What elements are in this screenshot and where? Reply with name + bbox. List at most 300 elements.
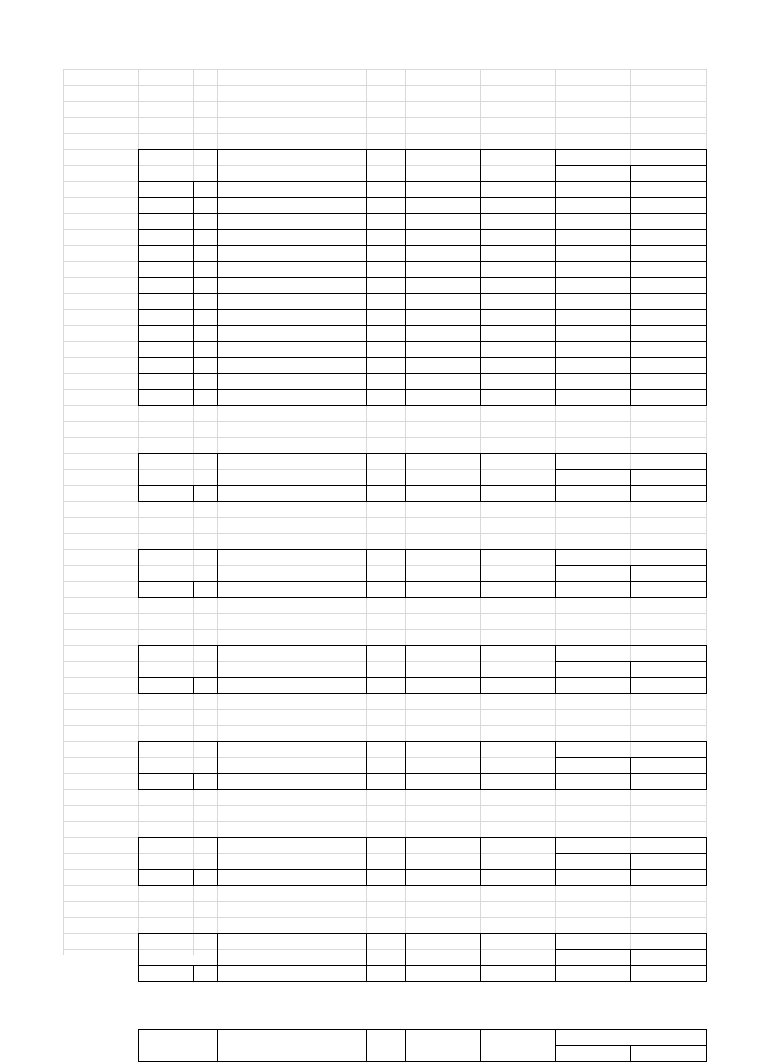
column-header-saldo[interactable] — [555, 549, 706, 565]
table-border — [217, 933, 218, 965]
ledger-cell-keterangan[interactable] — [217, 181, 366, 197]
account-ref[interactable] — [555, 437, 706, 453]
ledger-cell-keterangan[interactable] — [217, 373, 366, 389]
ledger-cell-saldo-kredit[interactable] — [630, 965, 706, 981]
table-border — [138, 549, 707, 550]
ledger-cell-kredit[interactable] — [480, 965, 555, 981]
ledger-cell-tgl[interactable] — [193, 677, 217, 693]
column-header-saldo[interactable] — [555, 741, 706, 757]
column-header-ref[interactable] — [366, 741, 405, 757]
column-header-tanggal[interactable] — [138, 149, 217, 165]
ledger-cell-ref[interactable] — [366, 277, 405, 293]
column-header-saldo-kredit[interactable] — [630, 661, 706, 677]
column-header-kredit[interactable] — [480, 1029, 555, 1045]
ledger-cell-debit[interactable] — [405, 213, 480, 229]
ledger-cell-kredit[interactable] — [480, 677, 555, 693]
column-header-kredit[interactable] — [480, 837, 555, 853]
ledger-cell-saldo-kredit[interactable] — [630, 277, 706, 293]
ledger-cell-saldo-debit[interactable] — [555, 869, 630, 885]
ledger-cell-tanggal[interactable] — [138, 197, 193, 213]
ledger-cell-keterangan[interactable] — [217, 341, 366, 357]
column-header-tanggal[interactable] — [138, 453, 217, 469]
report-title[interactable] — [366, 85, 555, 101]
ledger-cell-tanggal[interactable] — [138, 213, 193, 229]
ledger-cell-saldo-debit[interactable] — [555, 485, 630, 501]
ledger-cell-saldo-kredit[interactable] — [630, 357, 706, 373]
table-border — [555, 853, 707, 854]
column-header-saldo[interactable] — [555, 645, 706, 661]
column-header-tanggal[interactable] — [138, 645, 217, 661]
table-border — [480, 645, 481, 677]
table-border — [630, 677, 631, 693]
column-header-tanggal[interactable] — [138, 741, 217, 757]
ledger-cell-tanggal[interactable] — [138, 309, 193, 325]
column-header-kredit[interactable] — [480, 645, 555, 661]
ledger-cell-tgl[interactable] — [193, 485, 217, 501]
table-border — [138, 373, 707, 374]
column-header-saldo-kredit[interactable] — [630, 469, 706, 485]
ledger-cell-keterangan[interactable] — [217, 277, 366, 293]
column-header-saldo[interactable] — [555, 453, 706, 469]
ledger-cell-tgl[interactable] — [193, 197, 217, 213]
column-header-saldo-kredit[interactable] — [630, 757, 706, 773]
account-title[interactable] — [138, 133, 555, 149]
ledger-cell-debit[interactable] — [405, 229, 480, 245]
column-header-kredit[interactable] — [480, 453, 555, 469]
table-border — [555, 773, 556, 789]
ledger-cell-ref[interactable] — [366, 181, 405, 197]
table-border — [555, 965, 556, 981]
table-border — [706, 645, 707, 677]
table-border — [138, 741, 707, 742]
column-header-saldo-debit[interactable] — [555, 1045, 630, 1061]
table-border — [706, 869, 707, 885]
ledger-cell-debit[interactable] — [405, 965, 480, 981]
ledger-cell-saldo-debit[interactable] — [555, 389, 630, 405]
table-border — [480, 1029, 481, 1061]
table-border — [138, 741, 139, 773]
table-border — [706, 837, 707, 869]
ledger-cell-keterangan[interactable] — [217, 869, 366, 885]
table-border — [217, 645, 218, 677]
account-title[interactable] — [138, 725, 555, 741]
ledger-cell-tanggal[interactable] — [138, 325, 193, 341]
ledger-cell-saldo-kredit[interactable] — [630, 677, 706, 693]
ledger-cell-saldo-kredit[interactable] — [630, 773, 706, 789]
account-title[interactable] — [138, 1013, 555, 1029]
ledger-cell-saldo-kredit[interactable] — [630, 869, 706, 885]
ledger-cell-debit[interactable] — [405, 485, 480, 501]
ledger-cell-tanggal[interactable] — [138, 181, 193, 197]
ledger-cell-debit[interactable] — [405, 309, 480, 325]
column-header-debit[interactable] — [405, 645, 480, 661]
table-border — [217, 837, 218, 869]
ledger-cell-saldo-debit[interactable] — [555, 325, 630, 341]
ledger-cell-kredit[interactable] — [480, 245, 555, 261]
ledger-cell-ref[interactable] — [366, 293, 405, 309]
column-header-saldo-debit[interactable] — [555, 165, 630, 181]
ledger-cell-saldo-kredit[interactable] — [630, 485, 706, 501]
ledger-cell-debit[interactable] — [405, 181, 480, 197]
ledger-cell-tgl[interactable] — [193, 229, 217, 245]
column-header-debit[interactable] — [405, 149, 480, 165]
ledger-cell-ref[interactable] — [366, 485, 405, 501]
ledger-cell-ref[interactable] — [366, 325, 405, 341]
ledger-cell-tgl[interactable] — [193, 373, 217, 389]
table-border — [405, 149, 406, 181]
ledger-cell-saldo-kredit[interactable] — [630, 293, 706, 309]
column-header-tanggal[interactable] — [138, 933, 217, 949]
ledger-cell-kredit[interactable] — [480, 181, 555, 197]
ledger-cell-tgl[interactable] — [193, 341, 217, 357]
account-ref[interactable] — [555, 821, 706, 837]
column-header-tanggal[interactable] — [138, 1029, 217, 1045]
account-ref[interactable] — [555, 629, 706, 645]
table-border — [480, 581, 481, 597]
ledger-cell-saldo-debit[interactable] — [555, 213, 630, 229]
ledger-cell-ref[interactable] — [366, 245, 405, 261]
ledger-cell-kredit[interactable] — [480, 229, 555, 245]
ledger-cell-ref[interactable] — [366, 341, 405, 357]
column-header-saldo-debit[interactable] — [555, 565, 630, 581]
table-border — [405, 965, 406, 981]
ledger-cell-debit[interactable] — [405, 389, 480, 405]
column-header-ref[interactable] — [366, 645, 405, 661]
table-border — [405, 933, 406, 965]
table-border — [480, 741, 481, 773]
table-border — [630, 469, 631, 485]
ledger-cell-ref[interactable] — [366, 261, 405, 277]
ledger-cell-keterangan[interactable] — [217, 965, 366, 981]
column-header-saldo[interactable] — [555, 837, 706, 853]
ledger-cell-saldo-kredit[interactable] — [630, 373, 706, 389]
table-border — [480, 453, 481, 485]
ledger-cell-ref[interactable] — [366, 229, 405, 245]
ledger-cell-kredit[interactable] — [480, 373, 555, 389]
ledger-cell-saldo-kredit[interactable] — [630, 213, 706, 229]
ledger-cell-keterangan[interactable] — [217, 245, 366, 261]
ledger-cell-kredit[interactable] — [480, 869, 555, 885]
ledger-cell-tanggal[interactable] — [138, 773, 193, 789]
ledger-cell-kredit[interactable] — [480, 773, 555, 789]
account-ref[interactable] — [555, 917, 706, 933]
ledger-cell-debit[interactable] — [405, 341, 480, 357]
ledger-cell-keterangan[interactable] — [217, 357, 366, 373]
table-border — [138, 389, 707, 390]
column-header-saldo-debit[interactable] — [555, 949, 630, 965]
ledger-cell-ref[interactable] — [366, 213, 405, 229]
ledger-cell-tanggal[interactable] — [138, 261, 193, 277]
ledger-cell-debit[interactable] — [405, 245, 480, 261]
ledger-cell-saldo-debit[interactable] — [555, 965, 630, 981]
column-header-saldo-kredit[interactable] — [630, 1045, 706, 1061]
ledger-cell-saldo-kredit[interactable] — [630, 197, 706, 213]
ledger-cell-saldo-debit[interactable] — [555, 293, 630, 309]
gridline-row — [63, 613, 707, 614]
table-border — [138, 837, 707, 838]
ledger-cell-tgl[interactable] — [193, 325, 217, 341]
ledger-cell-saldo-kredit[interactable] — [630, 309, 706, 325]
ledger-cell-kredit[interactable] — [480, 341, 555, 357]
ledger-cell-ref[interactable] — [366, 773, 405, 789]
column-header-kredit[interactable] — [480, 933, 555, 949]
column-header-ref[interactable] — [366, 453, 405, 469]
ledger-cell-kredit[interactable] — [480, 197, 555, 213]
table-border — [138, 885, 707, 886]
table-border — [217, 741, 218, 773]
table-border — [138, 261, 707, 262]
column-header-tanggal[interactable] — [138, 549, 217, 565]
table-border — [706, 549, 707, 581]
ledger-cell-tanggal[interactable] — [138, 485, 193, 501]
account-title[interactable] — [138, 629, 555, 645]
column-header-keterangan[interactable] — [217, 645, 366, 661]
ledger-cell-saldo-debit[interactable] — [555, 229, 630, 245]
table-border — [366, 645, 367, 677]
account-ref[interactable] — [555, 533, 706, 549]
table-border — [405, 581, 406, 597]
ledger-cell-debit[interactable] — [405, 773, 480, 789]
ledger-cell-keterangan[interactable] — [217, 197, 366, 213]
ledger-cell-tgl[interactable] — [193, 293, 217, 309]
ledger-cell-tanggal[interactable] — [138, 373, 193, 389]
ledger-cell-saldo-debit[interactable] — [555, 773, 630, 789]
ledger-cell-ref[interactable] — [366, 677, 405, 693]
ledger-cell-tanggal[interactable] — [138, 293, 193, 309]
account-ref[interactable] — [555, 133, 706, 149]
ledger-cell-kredit[interactable] — [480, 325, 555, 341]
ledger-cell-kredit[interactable] — [480, 309, 555, 325]
column-header-tanggal[interactable] — [138, 837, 217, 853]
table-border — [480, 773, 481, 789]
table-border — [630, 757, 631, 773]
ledger-cell-saldo-kredit[interactable] — [630, 325, 706, 341]
table-border — [706, 581, 707, 597]
ledger-cell-saldo-debit[interactable] — [555, 373, 630, 389]
account-title[interactable] — [138, 533, 555, 549]
table-border — [630, 485, 631, 501]
ledger-cell-keterangan[interactable] — [217, 485, 366, 501]
ledger-cell-debit[interactable] — [405, 677, 480, 693]
column-header-ref[interactable] — [366, 933, 405, 949]
column-header-kredit[interactable] — [480, 741, 555, 757]
ledger-cell-debit[interactable] — [405, 261, 480, 277]
column-header-saldo-debit[interactable] — [555, 757, 630, 773]
ledger-cell-keterangan[interactable] — [217, 229, 366, 245]
ledger-cell-tgl[interactable] — [193, 309, 217, 325]
ledger-cell-debit[interactable] — [405, 581, 480, 597]
ledger-cell-saldo-debit[interactable] — [555, 309, 630, 325]
ledger-cell-kredit[interactable] — [480, 581, 555, 597]
ledger-cell-keterangan[interactable] — [217, 389, 366, 405]
ledger-cell-saldo-debit[interactable] — [555, 245, 630, 261]
column-header-debit[interactable] — [405, 741, 480, 757]
column-header-debit[interactable] — [405, 837, 480, 853]
ledger-cell-kredit[interactable] — [480, 277, 555, 293]
ledger-cell-tanggal[interactable] — [138, 869, 193, 885]
ledger-cell-tgl[interactable] — [193, 581, 217, 597]
ledger-cell-tgl[interactable] — [193, 213, 217, 229]
ledger-cell-ref[interactable] — [366, 389, 405, 405]
ledger-cell-saldo-kredit[interactable] — [630, 181, 706, 197]
ledger-cell-saldo-debit[interactable] — [555, 341, 630, 357]
column-header-saldo-kredit[interactable] — [630, 949, 706, 965]
ledger-cell-saldo-debit[interactable] — [555, 581, 630, 597]
ledger-cell-saldo-debit[interactable] — [555, 261, 630, 277]
ledger-cell-kredit[interactable] — [480, 357, 555, 373]
table-border — [217, 965, 218, 981]
column-header-debit[interactable] — [405, 549, 480, 565]
column-header-debit[interactable] — [405, 453, 480, 469]
column-header-saldo-debit[interactable] — [555, 469, 630, 485]
ledger-cell-keterangan[interactable] — [217, 773, 366, 789]
ledger-cell-kredit[interactable] — [480, 261, 555, 277]
column-header-saldo[interactable] — [555, 933, 706, 949]
table-border — [405, 453, 406, 485]
ledger-cell-tanggal[interactable] — [138, 277, 193, 293]
column-header-debit[interactable] — [405, 1029, 480, 1045]
ledger-cell-debit[interactable] — [405, 357, 480, 373]
ledger-cell-debit[interactable] — [405, 373, 480, 389]
ledger-cell-debit[interactable] — [405, 277, 480, 293]
ledger-cell-debit[interactable] — [405, 197, 480, 213]
ledger-cell-saldo-kredit[interactable] — [630, 581, 706, 597]
table-border — [480, 869, 481, 885]
table-border — [630, 565, 631, 581]
column-header-ref[interactable] — [366, 549, 405, 565]
column-header-kredit[interactable] — [480, 149, 555, 165]
column-header-saldo-kredit[interactable] — [630, 853, 706, 869]
ledger-cell-tgl[interactable] — [193, 389, 217, 405]
ledger-cell-ref[interactable] — [366, 357, 405, 373]
column-header-kredit[interactable] — [480, 549, 555, 565]
column-header-keterangan[interactable] — [217, 1029, 366, 1045]
ledger-cell-tgl[interactable] — [193, 965, 217, 981]
ledger-cell-saldo-kredit[interactable] — [630, 229, 706, 245]
column-header-saldo[interactable] — [555, 1029, 706, 1045]
column-header-saldo-debit[interactable] — [555, 661, 630, 677]
account-ref[interactable] — [555, 725, 706, 741]
table-border — [630, 773, 631, 789]
ledger-cell-ref[interactable] — [366, 869, 405, 885]
ledger-cell-keterangan[interactable] — [217, 581, 366, 597]
ledger-cell-kredit[interactable] — [480, 293, 555, 309]
ledger-cell-saldo-debit[interactable] — [555, 181, 630, 197]
column-header-keterangan[interactable] — [217, 741, 366, 757]
column-header-debit[interactable] — [405, 933, 480, 949]
report-period[interactable] — [366, 101, 555, 117]
column-header-saldo-kredit[interactable] — [630, 565, 706, 581]
table-border — [366, 453, 367, 485]
account-ref[interactable] — [555, 1013, 706, 1029]
account-title[interactable] — [138, 437, 555, 453]
ledger-cell-ref[interactable] — [366, 581, 405, 597]
ledger-cell-ref[interactable] — [366, 197, 405, 213]
ledger-cell-tgl[interactable] — [193, 181, 217, 197]
ledger-cell-tanggal[interactable] — [138, 389, 193, 405]
ledger-cell-debit[interactable] — [405, 325, 480, 341]
column-header-saldo-kredit[interactable] — [630, 165, 706, 181]
ledger-cell-keterangan[interactable] — [217, 309, 366, 325]
column-header-keterangan[interactable] — [217, 549, 366, 565]
ledger-cell-keterangan[interactable] — [217, 677, 366, 693]
ledger-cell-kredit[interactable] — [480, 213, 555, 229]
ledger-cell-saldo-kredit[interactable] — [630, 261, 706, 277]
ledger-cell-tgl[interactable] — [193, 357, 217, 373]
ledger-cell-keterangan[interactable] — [217, 261, 366, 277]
ledger-cell-saldo-kredit[interactable] — [630, 341, 706, 357]
table-border — [630, 165, 631, 181]
table-border — [138, 197, 707, 198]
column-header-keterangan[interactable] — [217, 933, 366, 949]
column-header-keterangan[interactable] — [217, 453, 366, 469]
column-header-saldo[interactable] — [555, 149, 706, 165]
ledger-cell-keterangan[interactable] — [217, 213, 366, 229]
ledger-cell-debit[interactable] — [405, 869, 480, 885]
ledger-cell-tanggal[interactable] — [138, 677, 193, 693]
ledger-cell-ref[interactable] — [366, 309, 405, 325]
ledger-cell-tgl[interactable] — [193, 869, 217, 885]
table-border — [405, 869, 406, 885]
ledger-cell-saldo-debit[interactable] — [555, 277, 630, 293]
ledger-cell-tanggal[interactable] — [138, 581, 193, 597]
column-header-ref[interactable] — [366, 149, 405, 165]
table-border — [138, 405, 707, 406]
table-border — [138, 293, 707, 294]
ledger-cell-ref[interactable] — [366, 373, 405, 389]
ledger-cell-debit[interactable] — [405, 293, 480, 309]
ledger-cell-keterangan[interactable] — [217, 293, 366, 309]
table-border — [706, 181, 707, 405]
column-header-ref[interactable] — [366, 1029, 405, 1045]
ledger-cell-kredit[interactable] — [480, 485, 555, 501]
column-header-saldo-debit[interactable] — [555, 853, 630, 869]
table-border — [405, 837, 406, 869]
ledger-cell-saldo-debit[interactable] — [555, 677, 630, 693]
ledger-cell-tanggal[interactable] — [138, 357, 193, 373]
ledger-cell-tgl[interactable] — [193, 773, 217, 789]
ledger-cell-ref[interactable] — [366, 965, 405, 981]
table-border — [405, 677, 406, 693]
column-header-ref[interactable] — [366, 837, 405, 853]
report-company[interactable] — [366, 69, 555, 85]
table-border — [630, 181, 631, 405]
ledger-cell-kredit[interactable] — [480, 389, 555, 405]
ledger-cell-saldo-debit[interactable] — [555, 357, 630, 373]
ledger-cell-tgl[interactable] — [193, 245, 217, 261]
account-title[interactable] — [138, 821, 555, 837]
column-header-keterangan[interactable] — [217, 149, 366, 165]
ledger-cell-tanggal[interactable] — [138, 965, 193, 981]
ledger-cell-tgl[interactable] — [193, 277, 217, 293]
account-title[interactable] — [138, 917, 555, 933]
ledger-cell-tgl[interactable] — [193, 261, 217, 277]
ledger-cell-tanggal[interactable] — [138, 245, 193, 261]
ledger-cell-keterangan[interactable] — [217, 325, 366, 341]
ledger-cell-tanggal[interactable] — [138, 341, 193, 357]
ledger-cell-saldo-kredit[interactable] — [630, 389, 706, 405]
table-border — [480, 485, 481, 501]
column-header-keterangan[interactable] — [217, 837, 366, 853]
table-border — [138, 229, 707, 230]
ledger-cell-saldo-kredit[interactable] — [630, 245, 706, 261]
table-border — [366, 1029, 367, 1061]
table-border — [138, 453, 707, 454]
ledger-cell-saldo-debit[interactable] — [555, 197, 630, 213]
ledger-cell-tanggal[interactable] — [138, 229, 193, 245]
table-border — [555, 581, 556, 597]
table-border — [138, 869, 139, 885]
